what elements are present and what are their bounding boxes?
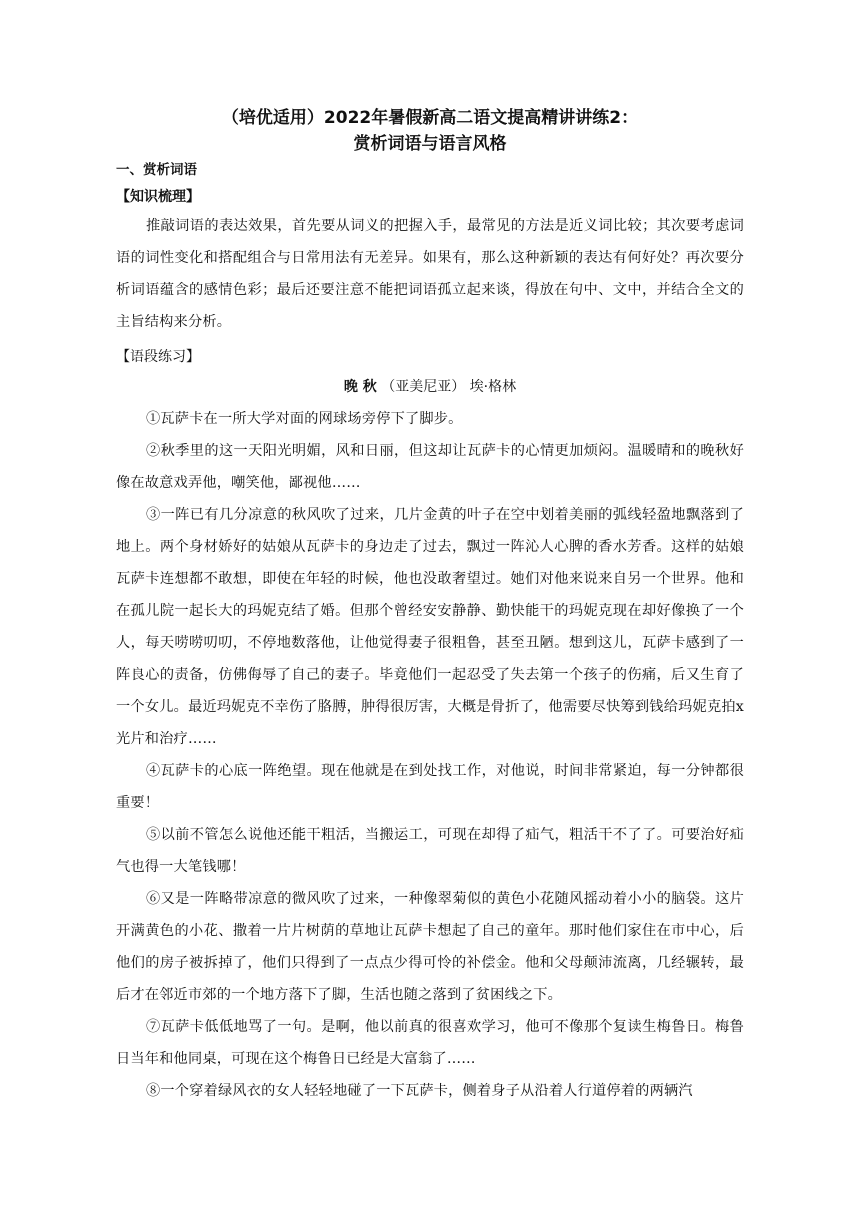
story-author: （亚美尼亚） 埃·格林 (381, 379, 517, 395)
knowledge-paragraph: 推敲词语的表达效果，首先要从词义的把握入手，最常见的方法是近义词比较；其次要考虑词语的词性变化和搭配组合与日常用法有无差异。如果有，那么这种新颖的表达有何好处？再次要分析词语蕴含的感情色彩；最后还要注意不能把词语孤立起来谈，得放在句中、文中，并结合全文的主旨结构来分析。 (116, 218, 744, 330)
story-paragraph-2: ②秋季里的这一天阳光明媚，风和日丽，但这却让瓦萨卡的心情更加烦闷。温暖晴和的晚秋好像在故意戏弄他，嘲笑他，鄙视他…… (116, 443, 744, 491)
document-title-line1: （培优适用）2022年暑假新高二语文提高精讲讲练2： (221, 108, 639, 128)
knowledge-tag: 【知识梳理】 (116, 189, 200, 205)
story-title: 晚 秋 (343, 379, 377, 395)
section-heading: 一、赏析词语 (116, 162, 197, 178)
story-heading (0, 376, 860, 396)
story-paragraph-6: ⑥又是一阵略带凉意的微风吹了过来，一种像翠菊似的黄色小花随风摇动着小小的脑袋。这片开满黄色的小花、撒着一片片树荫的草地让瓦萨卡想起了自己的童年。那时他们家住在市中心，后他们的房子被拆掉了，他们只得到了一点点少得可怜的补偿金。他和父母颠沛流离，几经辗转，最后才在邻近市郊的一个地方落下了脚，生活也随之落到了贫困线之下。 (116, 891, 744, 1003)
story-paragraph-8: ⑧一个穿着绿风衣的女人轻轻地碰了一下瓦萨卡，侧着身子从沿着人行道停着的两辆汽 (146, 1083, 693, 1099)
story-paragraph-1: ①瓦萨卡在一所大学对面的网球场旁停下了脚步。 (146, 411, 463, 427)
story-paragraph-4: ④瓦萨卡的心底一阵绝望。现在他就是在到处找工作，对他说，时间非常紧迫，每一分钟都很重要！ (116, 763, 744, 811)
practice-tag: 【语段练习】 (116, 349, 200, 365)
document-title-line2: 赏析词语与语言风格 (353, 134, 507, 154)
story-paragraph-3: ③一阵已有几分凉意的秋风吹了过来，几片金黄的叶子在空中划着美丽的弧线轻盈地飘落到了地上。两个身材娇好的姑娘从瓦萨卡的身边走了过去，飘过一阵沁人心脾的香水芳香。这样的姑娘瓦萨卡连想都不敢想，即使在年轻的时候，他也没敢奢望过。她们对他来说来自另一个世界。他和在孤儿院一起长大的玛妮克结了婚。但那个曾经安安静静、勤快能干的玛妮克现在却好像换了一个人，每天唠唠叨叨，不停地数落他，让他觉得妻子很粗鲁，甚至丑陋。想到这儿，瓦萨卡感到了一阵良心的责备，仿佛侮辱了自己的妻子。毕竟他们一起忍受了失去第一个孩子的伤痛，后又生育了一个女儿。最近玛妮克不幸伤了胳膊，肿得很厉害，大概是骨折了，他需要尽快筹到钱给玛妮克拍x光片和治疗…… (116, 507, 744, 747)
story-paragraph-5: ⑤以前不管怎么说他还能干粗活，当搬运工，可现在却得了疝气，粗活干不了了。可要治好疝气也得一大笔钱哪！ (116, 827, 744, 875)
story-paragraph-7: ⑦瓦萨卡低低地骂了一句。是啊，他以前真的很喜欢学习，他可不像那个复读生梅鲁日。梅鲁日当年和他同桌，可现在这个梅鲁日已经是大富翁了…… (116, 1019, 744, 1067)
